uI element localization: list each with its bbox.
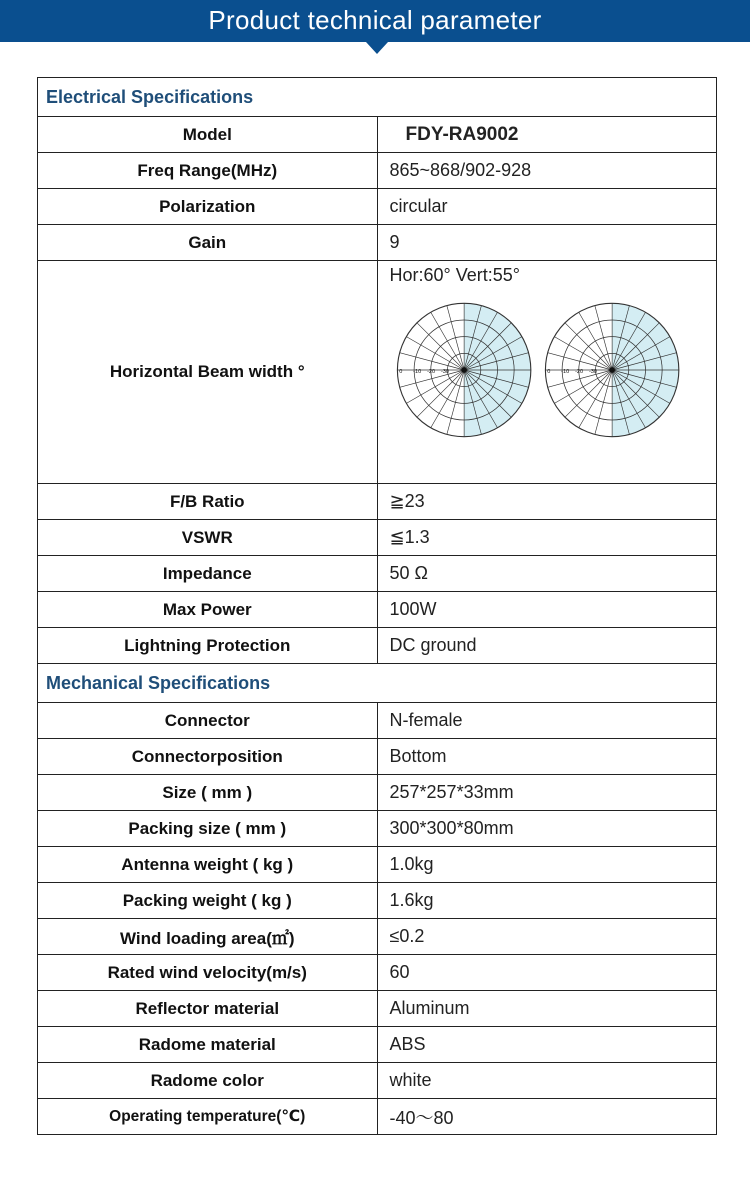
row-label: Radome color xyxy=(38,1063,378,1099)
grid-spoke xyxy=(547,353,611,370)
row-value: ABS xyxy=(377,1027,717,1063)
radiation-pattern-horizontal xyxy=(390,290,538,450)
grid-spoke xyxy=(430,370,463,428)
row-label: F/B Ratio xyxy=(38,484,378,520)
grid-spoke xyxy=(446,370,463,434)
row-value: 60 xyxy=(377,955,717,991)
row-value: Bottom xyxy=(377,739,717,775)
row-value: FDY-RA9002 xyxy=(377,117,717,153)
table-row xyxy=(38,117,717,153)
grid-spoke xyxy=(399,353,463,370)
tick-label: -20 xyxy=(426,368,435,375)
row-label: Radome material xyxy=(38,1027,378,1063)
row-label: Antenna weight ( kg ) xyxy=(38,847,378,883)
row-label: Connectorposition xyxy=(38,739,378,775)
grid-spoke xyxy=(579,312,612,370)
table-row xyxy=(38,153,717,189)
row-label: VSWR xyxy=(38,520,378,556)
table-row xyxy=(38,556,717,592)
row-value: 300*300*80mm xyxy=(377,811,717,847)
table-row xyxy=(38,919,717,955)
row-label: Wind loading area(㎡) xyxy=(38,919,378,955)
table-row xyxy=(38,991,717,1027)
grid-spoke xyxy=(416,323,463,370)
section-row xyxy=(38,664,717,703)
row-value: ≧23 xyxy=(377,484,717,520)
grid-spoke xyxy=(595,370,612,434)
grid-spoke xyxy=(406,337,464,370)
tick-label: -10 xyxy=(412,368,421,375)
row-value: Aluminum xyxy=(377,991,717,1027)
beam-width-text: Hor:60° Vert:55° xyxy=(389,265,520,285)
grid-spoke xyxy=(406,370,464,403)
row-label: Polarization xyxy=(38,189,378,225)
table-row xyxy=(38,520,717,556)
row-label: Rated wind velocity(m/s) xyxy=(38,955,378,991)
row-value: ≦1.3 xyxy=(377,520,717,556)
row-value: DC ground xyxy=(377,628,717,664)
row-label: Lightning Protection xyxy=(38,628,378,664)
page-title: Product technical parameter xyxy=(208,5,542,35)
section-heading-electrical: Electrical Specifications xyxy=(38,78,717,117)
row-label: Freq Range(MHz) xyxy=(38,153,378,189)
table-row xyxy=(38,955,717,991)
table-row xyxy=(38,225,717,261)
grid-spoke xyxy=(595,306,612,370)
tick-label: -30 xyxy=(588,368,597,375)
table-row xyxy=(38,592,717,628)
table-row xyxy=(38,189,717,225)
radiation-patterns xyxy=(390,290,717,450)
table-row xyxy=(38,1063,717,1099)
section-row xyxy=(38,78,717,117)
row-label: Impedance xyxy=(38,556,378,592)
center-dot xyxy=(609,367,615,373)
grid-spoke xyxy=(565,370,612,417)
grid-spoke xyxy=(446,306,463,370)
table-row xyxy=(38,628,717,664)
table-row xyxy=(38,703,717,739)
grid-spoke xyxy=(565,323,612,370)
row-label: Packing size ( mm ) xyxy=(38,811,378,847)
grid-spoke xyxy=(416,370,463,417)
table-row xyxy=(38,811,717,847)
row-value: 1.0kg xyxy=(377,847,717,883)
row-value: 257*257*33mm xyxy=(377,775,717,811)
row-value: 865~868/902-928 xyxy=(377,153,717,189)
table-row xyxy=(38,1099,717,1135)
table-row xyxy=(38,847,717,883)
row-value: circular xyxy=(377,189,717,225)
table-row xyxy=(38,739,717,775)
row-label: Horizontal Beam width ° xyxy=(38,261,378,484)
tick-label: -20 xyxy=(574,368,583,375)
grid-spoke xyxy=(554,337,612,370)
table-row xyxy=(38,775,717,811)
row-label: Operating temperature(℃) xyxy=(38,1099,378,1135)
banner-notch xyxy=(366,42,388,54)
table-row-beam-width xyxy=(38,261,717,484)
tick-label: 0 xyxy=(547,368,551,375)
table-row xyxy=(38,883,717,919)
row-value: 9 xyxy=(377,225,717,261)
row-label: Connector xyxy=(38,703,378,739)
tick-label: -10 xyxy=(560,368,569,375)
row-label: Size ( mm ) xyxy=(38,775,378,811)
row-label: Gain xyxy=(38,225,378,261)
row-value: N-female xyxy=(377,703,717,739)
center-dot xyxy=(461,367,467,373)
row-label: Packing weight ( kg ) xyxy=(38,883,378,919)
grid-spoke xyxy=(579,370,612,428)
row-value: -40～80 xyxy=(377,1099,717,1135)
tick-label: -30 xyxy=(440,368,449,375)
table-row xyxy=(38,484,717,520)
row-value: ≤0.2 xyxy=(377,919,717,955)
grid-spoke xyxy=(430,312,463,370)
row-value: 1.6kg xyxy=(377,883,717,919)
row-label: Max Power xyxy=(38,592,378,628)
row-value xyxy=(377,261,717,484)
row-label: Model xyxy=(38,117,378,153)
table-row xyxy=(38,1027,717,1063)
tick-label: 0 xyxy=(398,368,402,375)
row-value: 100W xyxy=(377,592,717,628)
radiation-pattern-vertical xyxy=(538,290,686,450)
spec-table xyxy=(37,77,717,1135)
section-heading-mechanical: Mechanical Specifications xyxy=(38,664,717,703)
row-value: white xyxy=(377,1063,717,1099)
row-label: Reflector material xyxy=(38,991,378,1027)
grid-spoke xyxy=(554,370,612,403)
row-value: 50 Ω xyxy=(377,556,717,592)
